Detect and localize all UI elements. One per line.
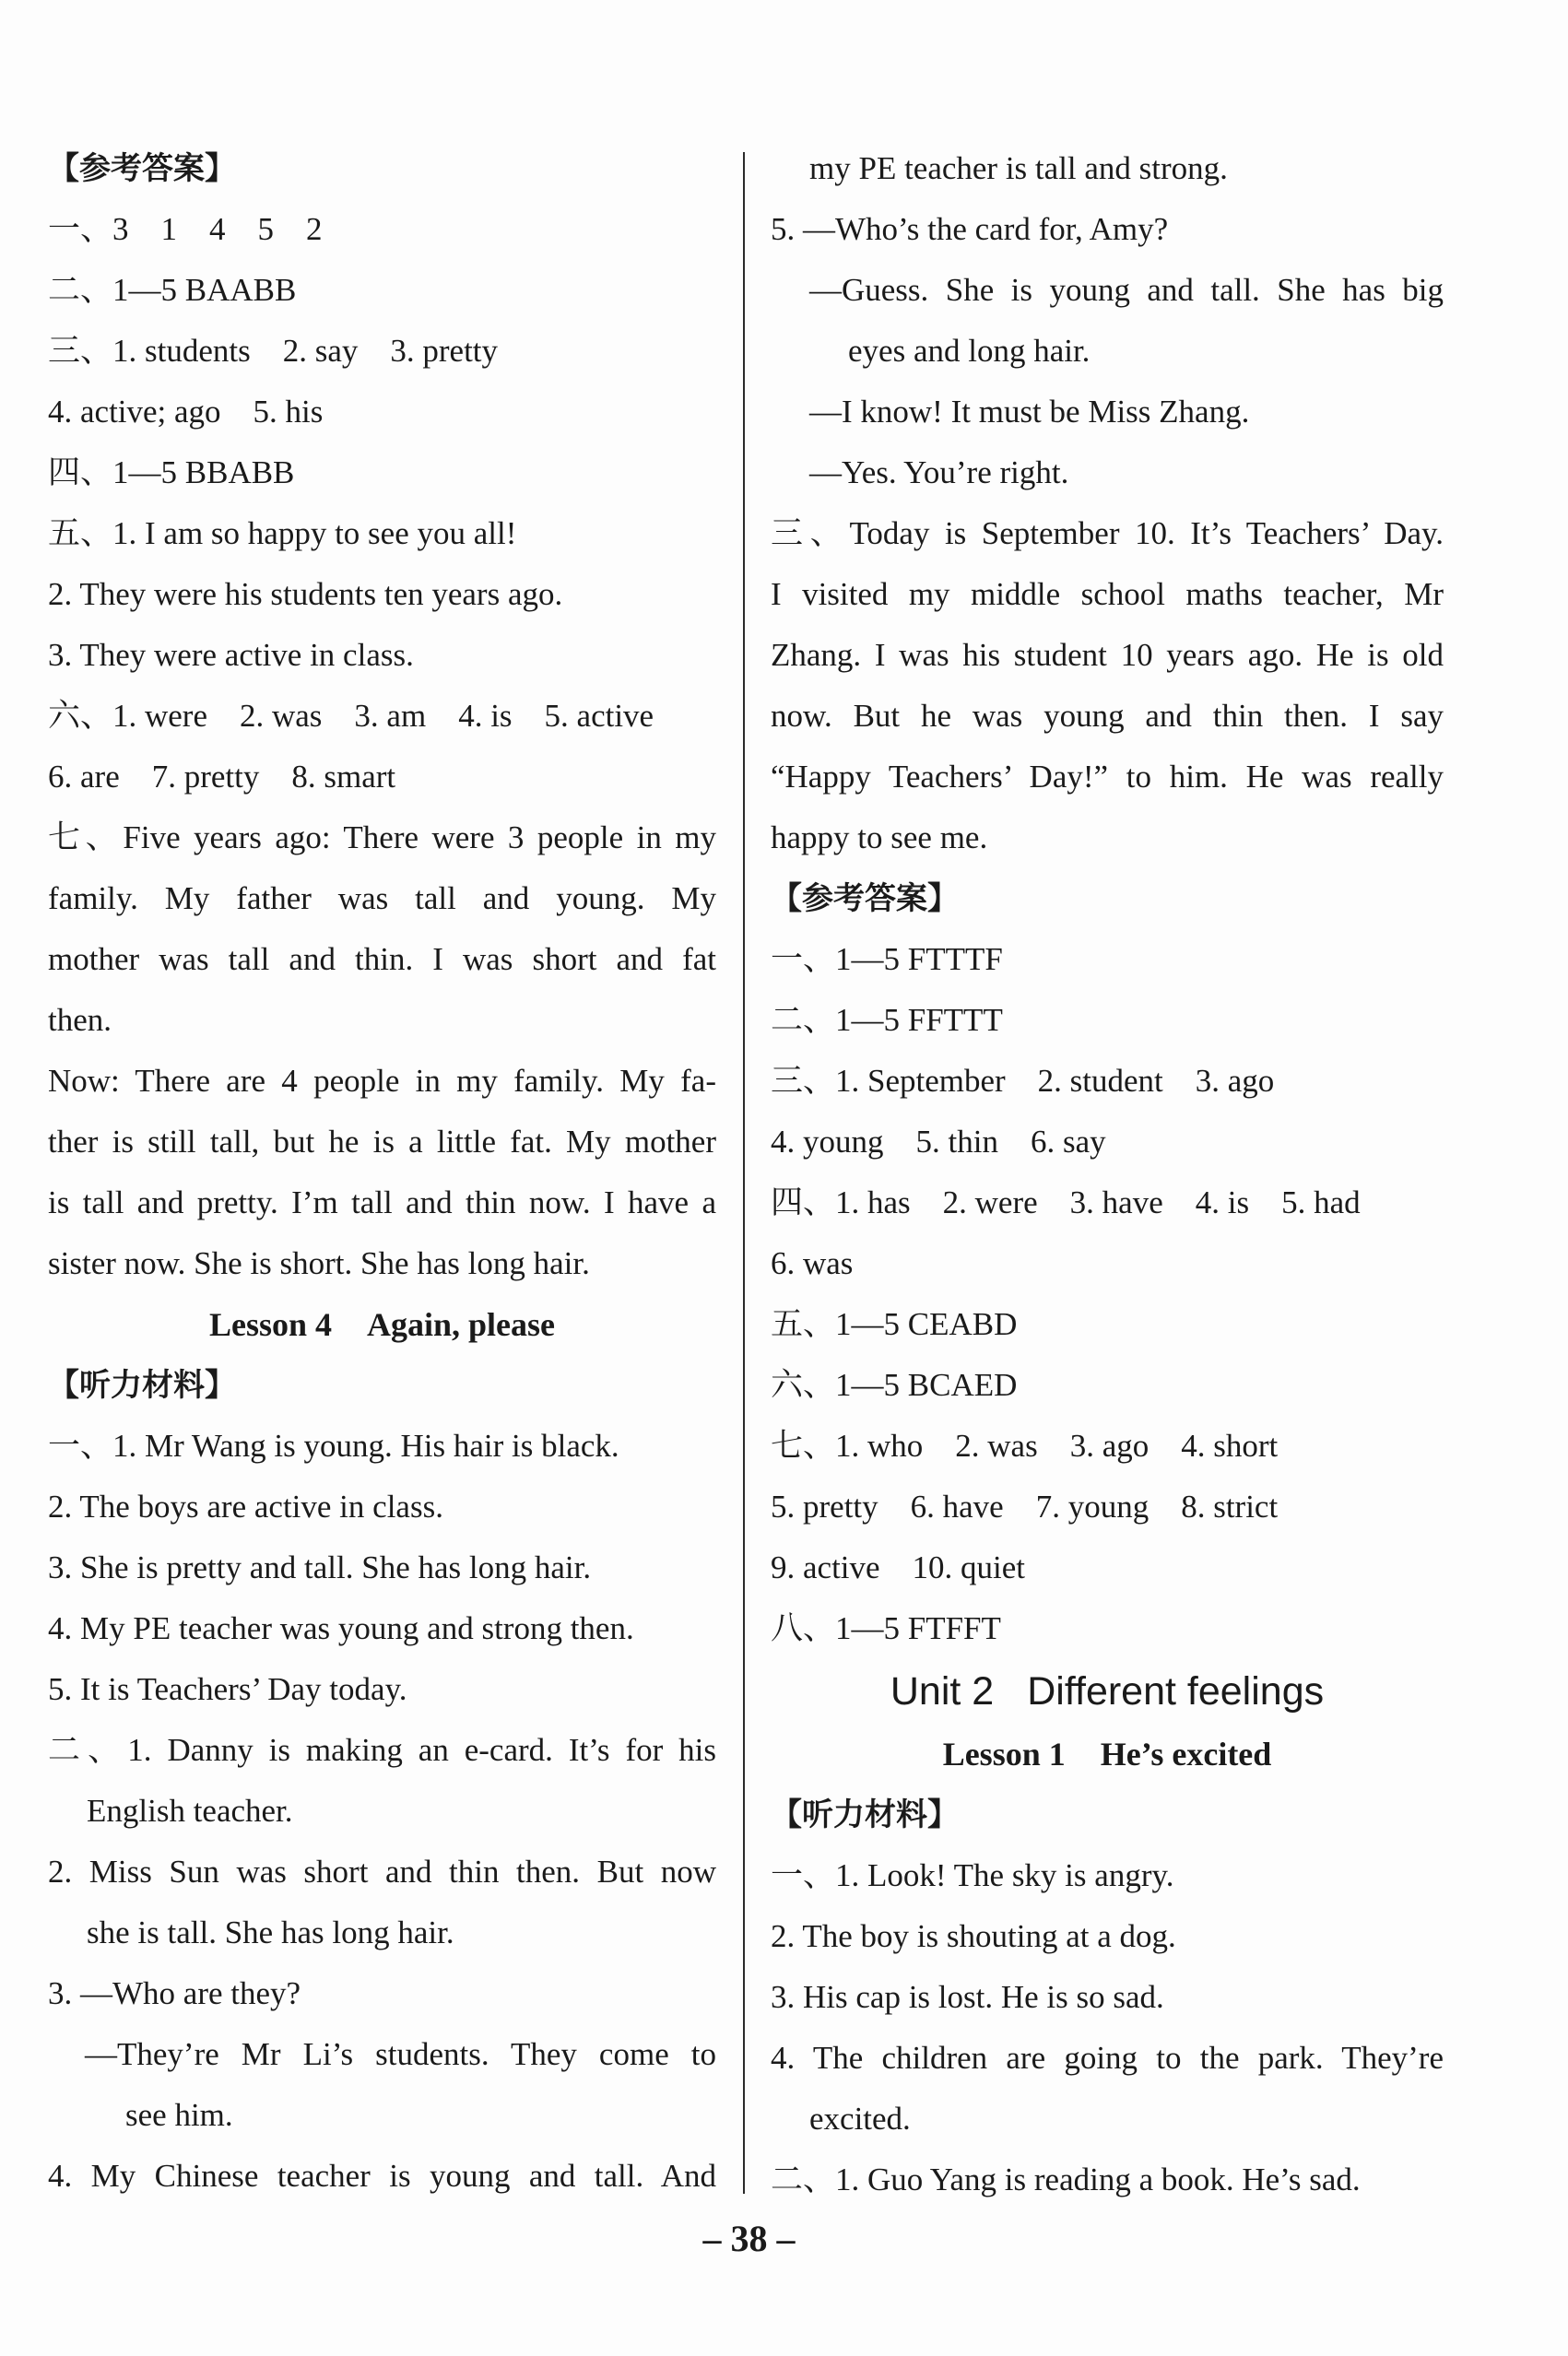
text-line: she is tall. She has long hair. (87, 1914, 454, 1950)
text-line: now. But he was young and thin then. I say (771, 698, 1444, 734)
section-header: 【参考答案】 (771, 880, 959, 917)
text-line: excited. (809, 2101, 911, 2137)
lesson-title: Again, please (367, 1306, 556, 1343)
lesson-title: He’s excited (1100, 1736, 1272, 1773)
text-line: I visited my middle school maths teacher, Mr (771, 576, 1444, 612)
lesson-number: Lesson 1 (942, 1736, 1066, 1773)
text-line: 四、1—5 BBABB (48, 454, 295, 490)
text-line: 4. My PE teacher was young and strong then. (48, 1610, 634, 1646)
text-line: 4. active; ago 5. his (48, 394, 324, 430)
text-line: family. My father was tall and young. My (48, 880, 716, 916)
text-line: 2. Miss Sun was short and thin then. But now (48, 1854, 716, 1890)
text-line: 七、Five years ago: There were 3 people in my (48, 819, 716, 855)
text-line: 9. active 10. quiet (771, 1549, 1026, 1585)
text-line: mother was tall and thin. I was short and fat (48, 941, 716, 977)
text-line: 二、1. Guo Yang is reading a book. He’s sad. (771, 2162, 1361, 2197)
unit-title: Different feelings (1027, 1669, 1325, 1714)
text-line: 一、1. Look! The sky is angry. (771, 1857, 1174, 1893)
text-line: 二、1—5 FFTTT (771, 1002, 1003, 1038)
section-header: 【参考答案】 (48, 150, 236, 187)
text-line: 八、1—5 FTFFT (771, 1610, 1001, 1646)
page-number: – 38 – (702, 2218, 796, 2259)
text-line: 4. My Chinese teacher is young and tall. And (48, 2158, 716, 2194)
text-line: 一、1. Mr Wang is young. His hair is black. (48, 1428, 619, 1464)
text-line: 二、1—5 BAABB (48, 272, 297, 308)
text-line: 6. are 7. pretty 8. smart (48, 759, 396, 795)
text-line: 三、1. students 2. say 3. pretty (48, 333, 499, 369)
text-line: 2. They were his students ten years ago. (48, 576, 563, 612)
lesson-heading (48, 1294, 716, 1355)
section-header: 【听力材料】 (771, 1796, 959, 1833)
text-line: 2. The boys are active in class. (48, 1489, 443, 1525)
lesson-heading (771, 1724, 1444, 1785)
lesson-number: Lesson 4 (208, 1306, 332, 1343)
text-line: English teacher. (87, 1793, 293, 1829)
text-line: Now: There are 4 people in my family. My fa- (48, 1063, 716, 1099)
text-line: 3. —Who are they? (48, 1975, 301, 2011)
text-line: 七、1. who 2. was 3. ago 4. short (771, 1428, 1279, 1464)
right-column (771, 138, 1444, 2210)
text-line: 4. The children are going to the park. They’re (771, 2040, 1444, 2076)
text-line: 三、1. September 2. student 3. ago (771, 1063, 1275, 1099)
unit-number: Unit 2 (890, 1669, 995, 1714)
text-line: 六、1—5 BCAED (771, 1367, 1018, 1403)
left-column (48, 138, 716, 2207)
text-line: —They’re Mr Li’s students. They come to (85, 2036, 716, 2072)
section-header: 【听力材料】 (48, 1367, 236, 1404)
text-line: my PE teacher is tall and strong. (809, 150, 1228, 186)
text-line: 五、1—5 CEABD (771, 1306, 1018, 1342)
text-line: 五、1. I am so happy to see you all! (48, 515, 517, 551)
text-line: Zhang. I was his student 10 years ago. He is old (771, 637, 1444, 673)
column-divider (743, 152, 745, 2194)
text-line: 3. His cap is lost. He is so sad. (771, 1979, 1164, 2015)
text-line: 三、Today is September 10. It’s Teachers’ Day. (771, 515, 1444, 551)
text-line: ther is still tall, but he is a little fat. My mother (48, 1124, 716, 1160)
text-line: —Guess. She is young and tall. She has big (809, 272, 1444, 308)
text-line: —Yes. You’re right. (809, 454, 1069, 490)
unit-heading (771, 1659, 1444, 1724)
text-line: 二、1. Danny is making an e-card. It’s for his (48, 1732, 716, 1768)
text-line: —I know! It must be Miss Zhang. (809, 394, 1250, 430)
text-line: 一、1—5 FTTTF (771, 941, 1003, 977)
text-line: “Happy Teachers’ Day!” to him. He was really (771, 759, 1444, 795)
text-line: 5. pretty 6. have 7. young 8. strict (771, 1489, 1279, 1525)
text-line: is tall and pretty. I’m tall and thin now. I have a (48, 1184, 716, 1220)
text-line: 6. was (771, 1245, 854, 1281)
text-line: sister now. She is short. She has long hair. (48, 1245, 590, 1281)
text-line: 3. They were active in class. (48, 637, 414, 673)
text-line: 一、3 1 4 5 2 (48, 211, 323, 247)
text-line: eyes and long hair. (848, 333, 1091, 369)
text-line: happy to see me. (771, 819, 988, 855)
text-line: see him. (125, 2097, 233, 2133)
text-line: 4. young 5. thin 6. say (771, 1124, 1106, 1160)
text-line: 5. It is Teachers’ Day today. (48, 1671, 407, 1707)
text-line: 3. She is pretty and tall. She has long hair. (48, 1549, 592, 1585)
text-line: then. (48, 1002, 112, 1038)
text-line: 5. —Who’s the card for, Amy? (771, 211, 1169, 247)
text-line: 2. The boy is shouting at a dog. (771, 1918, 1176, 1954)
text-line: 四、1. has 2. were 3. have 4. is 5. had (771, 1184, 1361, 1220)
text-line: 六、1. were 2. was 3. am 4. is 5. active (48, 698, 654, 734)
